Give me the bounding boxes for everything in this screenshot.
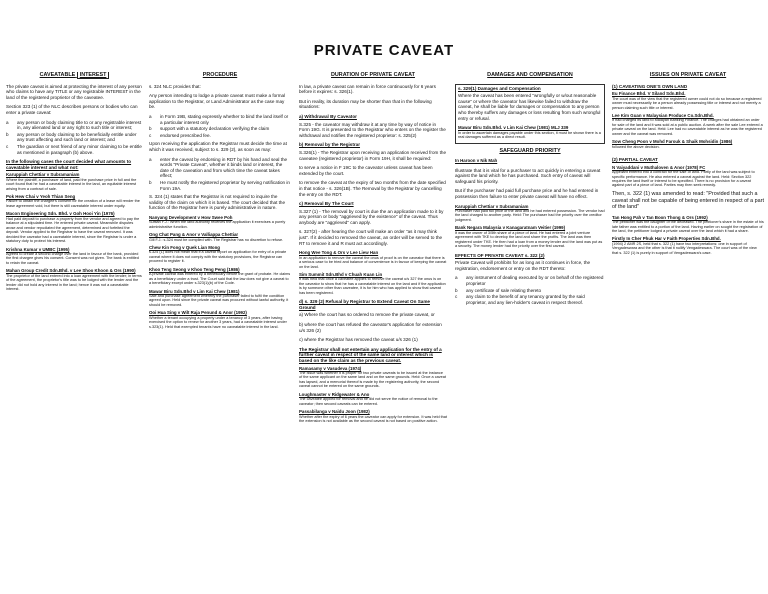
case-name: Hong Wee Tong & Ors v Lee Liew Han xyxy=(299,250,379,256)
heading-caveatable: CAVEATABLE xyxy=(39,72,76,78)
list-text: endorsed prescribed fee. xyxy=(160,132,211,138)
case-name: Ong Chat Pang & Anor v Valliappa Chettiar xyxy=(149,232,239,238)
list-text: any instrument of dealing executed by or on behalf of the registered proprietor xyxy=(466,275,604,287)
case-text: It was held that once a caveatee applies to remove the caveat u/s 327 the onus is on the caveator to show that he has a caveatable interest on the land and if the application is by someone other than caveatee, it is for him who has applied to show that caveat has been registered. xyxy=(299,277,446,295)
case-text: Illustrate that it is vital for a purchaser to act quickly in entering a caveat against the land which he has purchased. Such entry of caveat will safeguard his priority. xyxy=(455,167,601,184)
boxed-rule: The Registrar shall not entertain any application for the entry of a further caveat in respect of the same land or interest which is based on the like claim as the previous caveat. xyxy=(299,346,442,364)
case-text: Whether a tenant occupying a property under a tenancy of 3 years, after having exercised the option to renew for another 3 years, had a caveatable interest under s.323(1). Held that exempted tenants have no caveatable interest in the land. xyxy=(149,315,287,329)
paragraph: But if the purchaser had paid full purchase price and he had entered in possession then failure to enter private caveat will have no effect. xyxy=(455,188,599,200)
list xyxy=(455,275,605,305)
case-name: Krishna Kumar v UMBC (1995) xyxy=(6,246,70,252)
list-marker: c xyxy=(6,143,9,149)
subheading: b) Removal by the Registrar xyxy=(299,142,361,148)
case-name: Sow Cheng Poon v Mohd Farouk & Shaik Mohsidin (1986) xyxy=(612,139,733,145)
case-text: The proprietor of the land entered into a loan agreement with the lender; in terms of the agreement, the proprietor's title was to be lodged with the lender and the lender did not hold any interest in the land; hence it was not a caveatable interest. xyxy=(6,273,142,292)
list xyxy=(6,120,143,156)
paragraph: to remove the caveat at the expiry of two months from the date specified in that notice - s. 326(1B). The Removal by the Registrar by cancelling the entry on the RDT. xyxy=(299,180,446,197)
list-item xyxy=(6,120,143,131)
case-name xyxy=(455,158,605,164)
paragraph: Any person intending to lodge a private caveat must make a formal application to the Registrar, or Land Administrator as the case may be. xyxy=(149,93,286,110)
list-marker: b xyxy=(149,179,152,185)
list-item xyxy=(149,157,291,179)
case-name: Mahan Group Credit Sdn.Bhd. v Lee Shoo Khoon & Ors (1990) xyxy=(6,268,136,274)
case-name: Tan Hong Pah v Tan Boon Thong & Ors (1992) xyxy=(612,214,708,220)
list-marker: a xyxy=(149,156,152,162)
subheading: (2) PARTIAL CAVEAT xyxy=(612,157,658,163)
case-name: In Haroon v Nik Mah xyxy=(455,158,498,164)
paragraph: Private Caveat will prohibits for as long as it continues in force, the registration, endorsement or entry on the RDT thereto: xyxy=(455,260,591,271)
case-text: Suffian F.J.: When the land authority receives the application it exercises a purely administrative function. xyxy=(149,220,286,229)
subheading: a) Withdrawal By Caveator xyxy=(299,113,357,119)
subheading: EFFECTS OF PRIVATE CAVEAT s. 322 (2) xyxy=(455,252,545,258)
paragraph: The private caveat is aimed at protecting the interest of any person who claims to have any TITLE or any registrable INTEREST in the land of the registered proprietor of the caveatee. xyxy=(6,83,142,100)
paragraph: Section 323 (1) of the NLC describes persons or bodies who can enter a private caveat: xyxy=(6,104,138,115)
list-item xyxy=(6,132,143,143)
list-marker: a xyxy=(149,113,152,119)
list-text: The guardian or next friend of any minor claiming to be entitle as mentioned in paragraph (b) above. xyxy=(17,143,142,155)
case-name: N Vaiyaddani v Muthaloven & Anor (1978) FC xyxy=(612,164,706,170)
case-text: Purchaser had paid full price of the land and he had entered possession. The vendor had the land charged to another party. Held: The purchaser had the priority over the creditor judgment. xyxy=(455,209,605,222)
case-name: Ooi Hua Sing v Wilt Raja Penund & Anor (1992) xyxy=(149,310,247,316)
case-text: Appellant entered into a contract for the sale of land. Partly of the land was subject to specific performance. He also entered a caveat against the land. Held: Section 322 requires the land itself or interest to be specified. There is no provision for a caveat against part of a piece of land. Parties may then seek remedy. xyxy=(612,170,755,188)
case-text: In order to ascertain damages payable under this section, it must be shown there is a real damages suffered as a direct result. xyxy=(458,130,601,139)
case-name: Sim Summit Sdn.Bhd v Chuah Kuan Lin xyxy=(299,272,383,278)
paragraph: But in reality, its duration may be shorter than that in the following situations: xyxy=(299,98,432,110)
case-text: s.324 (1) does not mean that if a caveat report on application for entry of a private caveat where it does not comply with the statutory provisions, the Registrar can proceed to register it. xyxy=(149,250,287,264)
case-name: Chew Kin Fong v Quek Lian Mong xyxy=(149,245,220,251)
case-text: Had paid deposit to purchase a property from the vendor and agreed to pay the balance at a stipulated time. He entered private caveat. Meanwhile disputes arose and vendor repudiated the agreement, determined and forfeited the deposit. Vendor applied to the Registrar to have the caveat removed. It was decided the caveator had a caveatable interest, since the Registrar is under a statutory duty to protect his interest. xyxy=(6,216,140,244)
list-item xyxy=(455,294,605,305)
list-text: any person or body claiming title to or any registrable interest in, any alienated land or any right to such title or interest; xyxy=(17,119,142,131)
case-text: Agreed to create a second charge over the land in favour of the bank, provided the first chargee gives his consent. Consent was not given. The bank is entitled to retain the caveat. xyxy=(6,251,139,265)
case-name: Pok Hew Chai v Yeoh Thian Seng xyxy=(6,194,76,200)
list-item xyxy=(149,126,291,132)
list-item xyxy=(149,133,291,139)
list-marker: a xyxy=(6,119,9,125)
case-text: It had charged its land to Malayan Banking Finance. The charges had obtained an order for sale of the land and it was sold at a public auction. A week after the sale Lee entered a private caveat on the land. Held: Lee had no caveatable interest as he was the registered owner and the caveat was removed. xyxy=(612,118,763,136)
case-text: (1994) 2 AMR 2S, held that s. 322 (1) have two interpretations: one in support of Vengadeswara and the other is that it nullify Vengadeswara. The court was of the view that s. 322 (1) is purely in support of Vengadeswara's case. xyxy=(612,241,757,255)
subheading: SAFEGUARD PRIORITY xyxy=(499,148,561,155)
paragraph: to serve a notice in F 19C to the caveator unless caveat has been extended by the court. xyxy=(299,165,433,176)
case-name: Loughmaster v Ridgewater & Ano xyxy=(299,391,370,397)
case-text: followed the above decision. xyxy=(612,144,660,149)
case-text: Whether after the expiry of 6 years the caveator can apply for extension. It was held that the extension is not available as the second caveat is not based on positive action. xyxy=(299,414,447,424)
case-text: The issue was whether it is proper for two private caveats to be issued at the instance of the same applicant on the same land and on the same grounds. Held: Once a caveat has lapsed, and a memorial thereof is made by the registering authority, the second caveat cannot be entered on the same grounds. xyxy=(299,371,446,389)
case-name: Khoo Teng Seong v Khoo Teng Peng (1986) xyxy=(149,266,240,272)
paragraph: Upon receiving the application the Registrar must decide the time at which it was received, subject to s. 329 (2), as soon as may: xyxy=(149,141,287,152)
paragraph: S.325 - the caveator may withdraw it at any time by way of notice in Form 19G. It is presented to the Registrar who enters on the register the withdrawal and notifies the registered proprietor: s. 325(2) xyxy=(299,121,446,138)
case-name: Mawar Biru Sdn.Bhd v Lim Kai Chew (1981) xyxy=(149,288,240,294)
list-marker: b xyxy=(149,126,152,132)
case-name: Karuppiah Chettiar v Subramaniam xyxy=(6,172,80,178)
column-heading: PROCEDURE xyxy=(202,72,238,78)
case-text: Gill F.J.: s.324 must be complied with. The Registrar has no discretion to refuse. xyxy=(149,237,284,242)
case-name: Macon Engineering Sdn. Bhd. v Goh Hooi Yin (1976) xyxy=(6,211,115,217)
column-heading xyxy=(6,72,143,79)
list-text: support with a statutory declaration verifying the claim xyxy=(160,126,270,132)
list-text: any person or body claiming to be beneficially entitle under any trust affecting and such land or interest; and xyxy=(17,131,137,143)
paragraph: Then, s. 322 (1) was amended to read: "Provided that such a caveat shall not be capable of being entered in respect of a part of the land" xyxy=(612,190,764,211)
case-name: Passabilanga v Naidu Joon (1982) xyxy=(299,409,370,415)
paragraph: S.326(1) - The Registrar upon receiving an application received from the caveatee (registered proprietor) in Form 19H, it shall be required: xyxy=(299,149,446,161)
section-box xyxy=(455,84,605,145)
case-text: In an application to remove the caveat the onus of proof is on the caveator that there is a serious case to be tried and balance of convenience is in favour of keeping the caveat on the land. xyxy=(299,255,447,269)
column-heading: DAMAGES AND COMPENSATION xyxy=(487,72,573,78)
subheading: c) Removal By The Court xyxy=(299,201,354,207)
case-name: Eu Finance Bhd. V Siland Sdn.Bhd. xyxy=(612,91,686,97)
list-marker: b xyxy=(6,131,9,137)
case-text: Failure to obtain the chargee's consent for the creation of a lease will render the lease agreement void, but there is still caveatable interest under equity. xyxy=(6,199,140,208)
list-text: in Form 19B, stating expressly whether to bind the land itself or a particular interest only xyxy=(160,113,289,125)
list-text: He must notify the registered proprietor by serving notification in Form 19A. xyxy=(160,179,290,191)
paragraph: Where the caveat has been entered "wrongfully or w/out reasonable cause" or where the caveator has likewise failed to withdraw the caveat, he shall be liable for damages or compensation to any person who thereby suffers any damages or loss resulting from such wrongful entry or refusal. xyxy=(458,93,601,121)
case-name: Nanyang Development v How Swee Poh xyxy=(149,214,233,220)
paragraph: S. 324 (1) states that the Registrar is not required to inquire the validity of the claim on which it is based. The court decided that the function of the Registrar here is purely administrative in nature. xyxy=(149,194,286,211)
case-name: Lee Kim Guan v Malaysian Produce Co.Sdn.Bhd. xyxy=(612,112,714,118)
column-duration xyxy=(299,72,447,577)
list-text: enter the caveat by endorsing in RDT by his hand and seal the words "Private Caveat", whether it binds land or interest, the date of the caveation and from which time the caveat takes effect; xyxy=(160,156,288,179)
column-damages xyxy=(455,72,605,577)
list-marker: c xyxy=(455,294,458,300)
paragraph: c) where the Registrar has removed the caveat u/s 326 (1) xyxy=(299,337,418,343)
case-name: Karuppiah Chettiar v Subramaniam xyxy=(455,203,529,209)
list xyxy=(149,114,291,138)
paragraph: s. 327(2) - after hearing the court will make an order "as it may think just". If it decided to removed the caveat, an order will be served to the RT to remove it and R must act accordingly. xyxy=(299,229,443,246)
list-item xyxy=(455,275,605,286)
case-text: Where the plaintiff, a purchaser of land, paid the purchase price in full and the court found that he had a caveatable interest in the land, an equitable interest arising from a contract of sale. xyxy=(6,177,137,191)
case-name: Bank Negara Malaysia v Kanagaratnam Veitier (1999) xyxy=(455,225,566,231)
case-name: Firstly In Cher Phuk Har v Faith Properties Sdn.Bhd. xyxy=(612,236,721,242)
column-heading: DURATION OF PRIVATE CAVEAT xyxy=(331,72,415,78)
list-item xyxy=(149,114,291,125)
case-text: The petitioner was the daughter of the deceased. The petitioner's share in the estate of his late father was entitled to a portion of the land. Having earlier on sought the registration of the land, the petitioner lodged a private caveat over the land which it had a share. xyxy=(612,220,764,233)
subheading: s. 329(1) Damages and Compensation xyxy=(458,85,541,91)
column-caveatable-interest xyxy=(6,72,143,577)
page-title: PRIVATE CAVEAT xyxy=(313,42,455,59)
list-marker: c xyxy=(149,132,152,138)
list-marker: a xyxy=(455,275,458,281)
list-marker: b xyxy=(455,287,458,293)
case-text: It was the owner of 3/5th share of a piece of land. He had entered a joint venture agreement with TKE to develop the land and share the profits. The land was then registered under TKE. He then had a loan from a money lender and the land was put as a security. The money lender had the priority over the first caveat. xyxy=(455,230,603,249)
case-name: Mawar Biru Sdn.Bhd. v Lim Kai Chew (1981) MLJ 339 xyxy=(458,125,569,131)
list-text: any certificate of sale relating thereto xyxy=(466,287,542,293)
case-text: Sale and purchase agreement whereby the purchaser failed to fulfil the condition agreed upon. Held since the private caveat was procured without lawful authority, it should be removed. xyxy=(149,293,289,307)
paragraph: In law, a private caveat can remain in force continuously for 6 years before it expires: s. 326(1). xyxy=(299,83,436,95)
list-item xyxy=(455,288,605,294)
list-item xyxy=(149,180,291,191)
subheading: In the following cases the court decided what amounts to caveatable interest and what not: xyxy=(6,159,132,170)
list-text: any claim to the benefit of any tenancy granted by the said proprietor, and any lien-holder's caveat in respect thereof. xyxy=(466,294,585,305)
heading-interest: INTEREST xyxy=(77,72,110,79)
paragraph: S.327 (1) - The removal by court is due the an application made to it by any person or body "aggrieved by the existence" of the caveat. Thus anybody are "aggrieved" can apply. xyxy=(299,208,444,225)
case-text: The caveatee applied for removal and he did not serve the notice of removal to the caveator; then second caveats can be entered. xyxy=(299,397,438,406)
list xyxy=(149,157,291,192)
column-procedure xyxy=(149,72,291,577)
case-text: The court was of the view that the registered owner could not do so because a registered owner must necessarily be a person already possessing title or interest and not merely a person claiming such title or interest. xyxy=(612,96,762,110)
subheading: d) s. 329 (2) Refusal by Registrar to Extend Caveat On Same Ground xyxy=(299,299,430,310)
list-item xyxy=(6,144,143,155)
paragraph: a) Where the court has so ordered to remove the private caveat, or xyxy=(299,312,435,318)
case-name: Ramasamy v Vasudeva (1974) xyxy=(299,365,362,371)
column-heading: ISSUES ON PRIVATE CAVEAT xyxy=(649,72,727,78)
paragraph: b) where the court has refused the caveator's application for extension u/s 326 (2) xyxy=(299,322,442,333)
subheading: (1) CAVEATING ONE'S OWN LAND xyxy=(612,83,688,89)
paragraph: s. 324 NLC provides that: xyxy=(149,83,201,89)
case-text: A private caveat was entered by a beneficiary before the grant of probate. He claims as a beneficiary under a trust. The Court said that the law does not give a caveat to a beneficiary except under s.323(1)(b) of the Code. xyxy=(149,272,291,286)
column-issues xyxy=(612,72,764,577)
